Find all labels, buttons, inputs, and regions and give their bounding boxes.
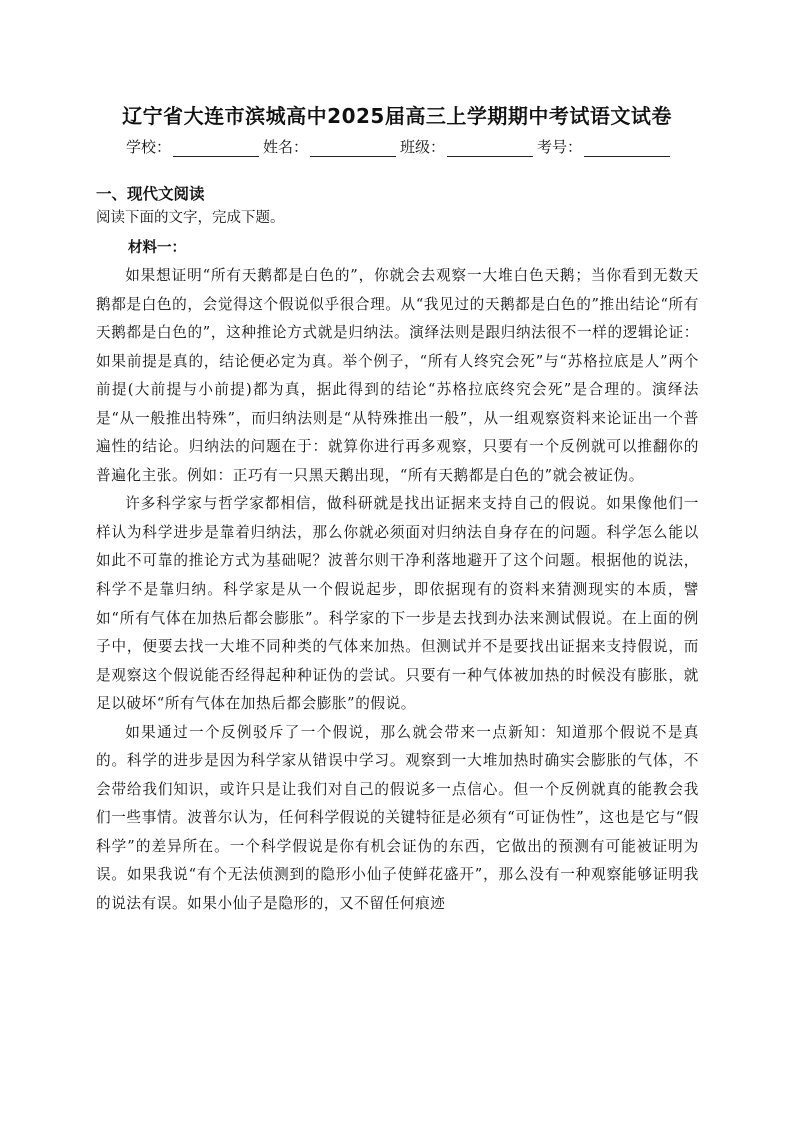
reading-instruction: 阅读下面的文字，完成下题。 <box>96 210 285 226</box>
exam-title: 辽宁省大连市滨城高中2025届高三上学期期中考试语文试卷 <box>122 104 672 128</box>
passage-paragraph: 如果想证明“所有天鹅都是白色的”，你就会去观察一大堆白色天鹅；当你看到无数天鹅都是白色的，会觉得这个假说似乎很合理。从“我见过的天鹅都是白色的”推出结论“所有天鹅都是白色的”，这种推论方式就是归纳法。演绎法则是跟归纳法很不一样的逻辑论证：如果前提是真的，结论便必定为真。举个例子，“所有人终究会死”与“苏格拉底是人”两个前提(大前提与小前提)都为真，据此得到的结论“苏格拉底终究会死”是合理的。演绎法是“从一般推出特殊”，而归纳法则是“从特殊推出一般”，从一组观察资料来论证出一个普遍性的结论。归纳法的问题在于：就算你进行再多观察，只要有一个反例就可以推翻你的普遍化主张。例如：正巧有一只黑天鹅出现，“所有天鹅都是白色的”就会被证伪。 <box>96 267 699 484</box>
name-label: 姓名： <box>263 138 309 156</box>
school-field <box>126 136 259 157</box>
class-blank[interactable] <box>447 140 533 157</box>
exam-number-label: 考号： <box>537 138 583 156</box>
material-label: 材料一： <box>128 239 186 256</box>
passage-paragraph: 如果通过一个反例驳斥了一个假说，那么就会带来一点新知：知道那个假说不是真的。科学的进步是因为科学家从错误中学习。观察到一大堆加热时确实会膨胀的气体，不会带给我们知识，或许只是让我们对自己的假说多一点信心。但一个反例就真的能教会我们一些事情。波普尔认为，任何科学假说的关键特征是必须有“可证伪性”，这也是它与“假科学”的差异所在。一个科学假说是你有机会证伪的东西，它做出的预测有可能被证明为误。如果我说“有个无法侦测到的隐形小仙子使鲜花盛开”，那么没有一种观察能够证明我的说法有误。如果小仙子是隐形的，又不留任何痕迹 <box>96 723 699 913</box>
passage-paragraph: 许多科学家与哲学家都相信，做科研就是找出证据来支持自己的假说。如果像他们一样认为科学进步是靠着归纳法，那么你就必须面对归纳法自身存在的问题。科学怎么能以如此不可靠的推论方式为基础呢？波普尔则干净利落地避开了这个问题。根据他的说法，科学不是靠归纳。科学家是从一个假说起步，即依据现有的资料来猜测现实的本质，譬如“所有气体在加热后都会膨胀”。科学家的下一步是去找到办法来测试假说。在上面的例子中，便要去找一大堆不同种类的气体来加热。但测试并不是要找出证据来支持假说，而是观察这个假说能否经得起种种证伪的尝试。只要有一种气体被加热的时候没有膨胀，就足以破坏“所有气体在加热后都会膨胀”的假说。 <box>96 495 699 713</box>
school-blank[interactable] <box>173 140 259 157</box>
name-blank[interactable] <box>310 140 396 157</box>
class-field <box>400 136 533 157</box>
student-info-row <box>126 136 686 157</box>
class-label: 班级： <box>400 138 446 156</box>
exam-number-field <box>537 136 670 157</box>
exam-number-blank[interactable] <box>584 140 670 157</box>
section-heading: 一、现代文阅读 <box>96 185 205 203</box>
passage-body <box>96 262 699 919</box>
name-field <box>263 136 396 157</box>
school-label: 学校： <box>126 138 172 156</box>
